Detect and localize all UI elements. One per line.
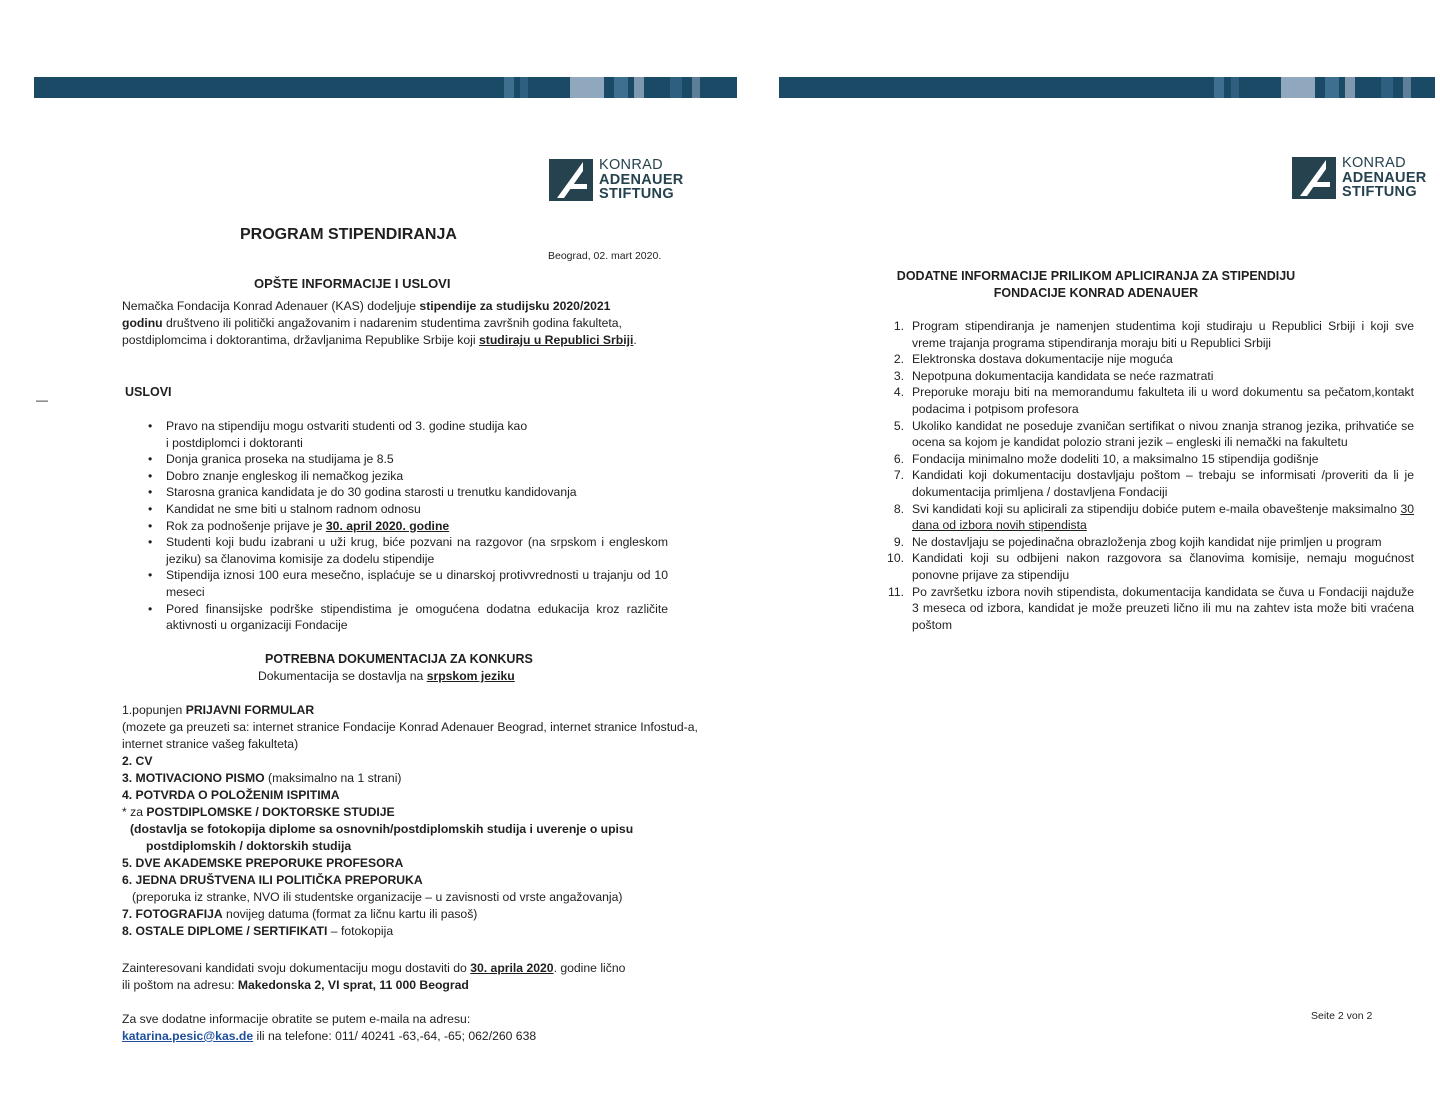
logo-line-adenauer: ADENAUER — [1342, 169, 1427, 186]
document-item: 1.popunjen PRIJAVNI FORMULAR — [122, 703, 315, 717]
document-item: 2. CV — [122, 754, 153, 768]
kas-logo-mark-icon — [1292, 157, 1336, 199]
list-item: • Pored finansijske podrške stipendistima je omogućena dodatna edukacija kroz različite aktivnosti u organizaciji Fondacije — [148, 601, 668, 634]
list-item: • Kandidat ne sme biti u stalnom radnom odnosu — [148, 501, 668, 518]
kas-logo — [1292, 156, 1427, 200]
list-item: 9. Ne dostavljaju se pojedinačna obrazloženja zbog kojih kandidat nije primljen u program — [893, 534, 1382, 549]
logo-line-stiftung: STIFTUNG — [599, 186, 674, 202]
kas-logo — [549, 158, 684, 202]
list-item: 11. Po završetku izbora novih stipendista, dokumentacija kandidata se čuva u Fondaciji najduže 3 meseca od izbora, kandidat je može preuzeti lično ili mu na zahtev ista može biti vraćena poštom — [887, 584, 1414, 632]
header-band — [34, 77, 737, 98]
list-item: • Studenti koji budu izabrani u uži krug, biće pozvani na razgovor (na srpskom i engleskom jeziku) sa članovima komisije za dodelu stipendije — [148, 534, 668, 567]
document-item: 8. OSTALE DIPLOME / SERTIFIKATI – fotokopija — [122, 924, 394, 938]
list-item: • Donja granica proseka na studijama je 8.5 — [148, 451, 668, 468]
list-item: • Dobro znanje engleskog ili nemačkog jezika — [148, 468, 668, 485]
document-item-note: postdiplomskih / doktorskih studija — [146, 839, 352, 853]
additional-info-heading: DODATNE INFORMACIJE PRILIKOM APLICIRANJA ZA STIPENDIJU FONDACIJE KONRAD ADENAUER — [896, 269, 1296, 300]
documents-list — [122, 702, 767, 940]
list-item: 7. Kandidati koji dokumentaciju dostavljaju poštom – trebaju se informisati /proveriti da li je dokumentacija primljena / dostavljena Fondaciji — [893, 468, 1414, 499]
additional-info-list — [880, 318, 1414, 633]
document-item: 4. POTVRDA O POLOŽENIM ISPITIMA — [122, 788, 340, 802]
documents-heading: POTREBNA DOKUMENTACIJA ZA KONKURS — [265, 652, 533, 666]
document-title: PROGRAM STIPENDIRANJA — [240, 226, 457, 243]
page-number: Seite 2 von 2 — [1311, 1010, 1373, 1022]
document-item-note: (dostavlja se fotokopija diplome sa osnovnih/postdiplomskih studija i uverenje o upisu — [130, 822, 634, 836]
logo-line-konrad: KONRAD — [599, 157, 663, 173]
document-item-note: * za POSTDIPLOMSKE / DOKTORSKE STUDIJE — [122, 805, 395, 819]
list-item: 5. Ukoliko kandidat ne poseduje zvaničan sertifikat o nivou znanja stranog jezika, prihvatiće se ocena sa kojom je kandidat polozio strani jezik – engleski ili nemački na fakultetu — [893, 418, 1414, 450]
document-item-note: (mozete ga preuzeti sa: internet stranice Fondacije Konrad Adenauer Beograd, internet stranice Infostud-a, — [122, 720, 698, 734]
conditions-list — [148, 418, 668, 634]
document-item-note: (preporuka iz stranke, NVO ili studentske organizacije – u zavisnosti od vrste angažovanja) — [132, 890, 623, 904]
margin-mark: — — [36, 393, 48, 407]
list-item: 8. Svi kandidati koji su aplicirali za stipendiju dobiće putem e-maila obaveštenje maksimalno 30 dana od izbora novih stipendista — [893, 501, 1414, 533]
closing-paragraph: Zainteresovani kandidati svoju dokumentaciju mogu dostaviti do 30. aprila 2020. godine lično ili poštom na adresu: Makedonska 2, VI sprat, 11 000 Beograd — [122, 961, 626, 992]
document-item: 7. FOTOGRAFIJA novijeg datuma (format za ličnu kartu ili pasoš) — [122, 907, 478, 921]
list-item: 4. Preporuke moraju biti na memorandumu fakulteta ili u word dokumentu sa pečatom,kontakt podacima i potpisom profesora — [893, 385, 1414, 416]
logo-line-konrad: KONRAD — [1342, 155, 1406, 171]
contact-paragraph: Za sve dodatne informacije obratite se putem e-maila na adresu: katarina.pesic@kas.de ili na telefone: 011/ 40241 -63,-64, -65; 062/260 638 — [122, 1012, 537, 1043]
logo-line-adenauer: ADENAUER — [599, 171, 684, 188]
list-item: • Rok za podnošenje prijave je 30. april 2020. godine — [148, 518, 668, 535]
conditions-heading: USLOVI — [125, 385, 172, 399]
logo-line-stiftung: STIFTUNG — [1342, 184, 1417, 200]
list-item: 10. Kandidati koji su odbijeni nakon razgovora sa članovima komisije, nemaju mogućnost ponovne prijave za stipendiju — [887, 551, 1414, 582]
list-item: 3. Nepotpuna dokumentacija kandidata se neće razmatrati — [893, 368, 1214, 383]
documents-language-note: Dokumentacija se dostavlja na srpskom jeziku — [258, 669, 515, 683]
email-link[interactable]: katarina.pesic@kas.de — [122, 1028, 254, 1043]
list-item: • Starosna granica kandidata je do 30 godina starosti u trenutku kandidovanja — [148, 484, 668, 501]
document-item: 5. DVE AKADEMSKE PREPORUKE PROFESORA — [122, 856, 404, 870]
kas-logo-mark-icon — [549, 159, 593, 201]
document-item: 6. JEDNA DRUŠTVENA ILI POLITIČKA PREPORUKA — [122, 873, 423, 887]
intro-paragraph: Nemačka Fondacija Konrad Adenauer (KAS) dodeljuje stipendije za studijsku 2020/2021 godinu društveno ili politički angažovanim i nadarenim studentima završnih godina fakulteta, postdiplomcima i doktorantima, državljanima Republike Srbije koji studiraju u Republici Srbiji. — [122, 299, 637, 347]
document-date: Beograd, 02. mart 2020. — [548, 250, 662, 262]
document-page-2 — [770, 0, 1440, 1113]
list-item: • Pravo na stipendiju mogu ostvariti studenti od 3. godine studija kao i postdiplomci i doktoranti — [148, 418, 668, 451]
document-item: 3. MOTIVACIONO PISMO (maksimalno na 1 strani) — [122, 771, 402, 785]
list-item: 6. Fondacija minimalno može dodeliti 10, a maksimalno 15 stipendija godišnje — [893, 451, 1319, 466]
list-item: • Stipendija iznosi 100 eura mesečno, isplaćuje se u dinarskoj protivvrednosti u trajanju od 10 meseci — [148, 567, 668, 600]
list-item: 2. Elektronska dostava dokumentacije nije moguća — [893, 352, 1173, 367]
list-item: 1. Program stipendiranja je namenjen studentima koji studiraju u Republici Srbiji i koji sve vreme trajanja programa stipendiranja moraju biti u Republici Srbiji — [893, 319, 1414, 350]
general-info-heading: OPŠTE INFORMACIJE I USLOVI — [254, 276, 451, 291]
header-band — [779, 77, 1435, 98]
document-item-note: internet stranice vašeg fakulteta) — [122, 737, 299, 751]
